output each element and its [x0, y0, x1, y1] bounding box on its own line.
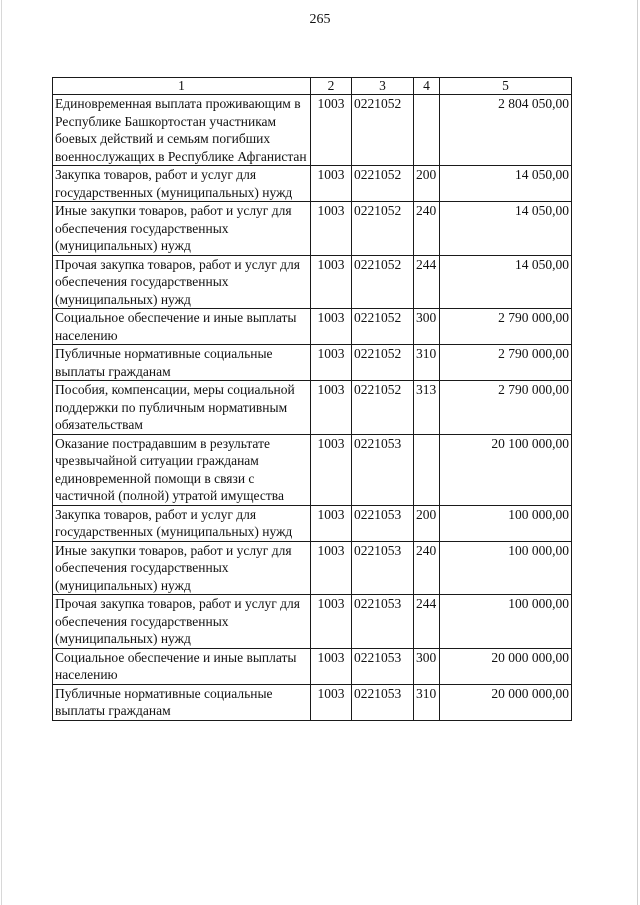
table-row: [53, 541, 572, 595]
row-target: 0221052: [352, 95, 414, 166]
row-expense: 200: [414, 505, 440, 541]
row-target: 0221052: [352, 309, 414, 345]
row-name: Публичные нормативные социальные выплаты гражданам: [53, 684, 311, 720]
row-target: 0221052: [352, 166, 414, 202]
row-amount: 14 050,00: [440, 255, 572, 309]
budget-table: [52, 77, 572, 721]
row-expense: 240: [414, 541, 440, 595]
row-target: 0221052: [352, 381, 414, 435]
row-amount: 20 000 000,00: [440, 648, 572, 684]
table-row: [53, 595, 572, 649]
row-amount: 100 000,00: [440, 541, 572, 595]
row-section: 1003: [311, 202, 352, 256]
table-row: [53, 166, 572, 202]
row-section: 1003: [311, 434, 352, 505]
row-amount: 2 804 050,00: [440, 95, 572, 166]
row-name: Оказание пострадавшим в результате чрезвычайной ситуации гражданам единовременной помощи в связи с частичной (полной) утратой имущества: [53, 434, 311, 505]
row-name: Пособия, компенсации, меры социальной поддержки по публичным нормативным обязательствам: [53, 381, 311, 435]
table-row: [53, 648, 572, 684]
row-name: Закупка товаров, работ и услуг для государственных (муниципальных) нужд: [53, 166, 311, 202]
row-name: Единовременная выплата проживающим в Республике Башкортостан участникам боевых действий и семьям погибших военнослужащих в Республике Афганистан: [53, 95, 311, 166]
table-row: [53, 381, 572, 435]
header-cell-target: 3: [352, 78, 414, 95]
row-name: Прочая закупка товаров, работ и услуг для обеспечения государственных (муниципальных) нужд: [53, 595, 311, 649]
row-amount: 100 000,00: [440, 595, 572, 649]
row-expense: 310: [414, 345, 440, 381]
row-expense: 300: [414, 309, 440, 345]
row-target: 0221052: [352, 202, 414, 256]
row-expense: 240: [414, 202, 440, 256]
row-amount: 14 050,00: [440, 166, 572, 202]
row-name: Закупка товаров, работ и услуг для государственных (муниципальных) нужд: [53, 505, 311, 541]
row-name: Публичные нормативные социальные выплаты гражданам: [53, 345, 311, 381]
row-section: 1003: [311, 166, 352, 202]
row-expense: 300: [414, 648, 440, 684]
row-section: 1003: [311, 309, 352, 345]
page-number: 265: [309, 12, 331, 27]
header-cell-expense: 4: [414, 78, 440, 95]
row-target: 0221053: [352, 434, 414, 505]
row-name: Иные закупки товаров, работ и услуг для обеспечения государственных (муниципальных) нужд: [53, 541, 311, 595]
row-section: 1003: [311, 95, 352, 166]
table-row: [53, 255, 572, 309]
row-section: 1003: [311, 255, 352, 309]
row-section: 1003: [311, 684, 352, 720]
row-target: 0221052: [352, 345, 414, 381]
row-target: 0221053: [352, 684, 414, 720]
row-section: 1003: [311, 345, 352, 381]
row-section: 1003: [311, 648, 352, 684]
row-amount: 2 790 000,00: [440, 345, 572, 381]
row-amount: 20 100 000,00: [440, 434, 572, 505]
row-section: 1003: [311, 381, 352, 435]
scan-left-edge: [1, 0, 2, 905]
table-row: [53, 345, 572, 381]
header-cell-name: 1: [53, 78, 311, 95]
row-amount: 100 000,00: [440, 505, 572, 541]
table-row: [53, 202, 572, 256]
table-row: [53, 505, 572, 541]
table-row: [53, 309, 572, 345]
row-target: 0221053: [352, 648, 414, 684]
row-amount: 14 050,00: [440, 202, 572, 256]
row-expense: 244: [414, 255, 440, 309]
row-amount: 2 790 000,00: [440, 309, 572, 345]
row-name: Социальное обеспечение и иные выплаты населению: [53, 309, 311, 345]
row-expense: [414, 434, 440, 505]
row-expense: 313: [414, 381, 440, 435]
row-expense: [414, 95, 440, 166]
row-name: Социальное обеспечение и иные выплаты населению: [53, 648, 311, 684]
header-row: [53, 78, 572, 95]
row-expense: 200: [414, 166, 440, 202]
table-row: [53, 434, 572, 505]
table-row: [53, 684, 572, 720]
row-target: 0221053: [352, 505, 414, 541]
row-target: 0221053: [352, 541, 414, 595]
row-name: Иные закупки товаров, работ и услуг для обеспечения государственных (муниципальных) нужд: [53, 202, 311, 256]
row-expense: 310: [414, 684, 440, 720]
row-amount: 20 000 000,00: [440, 684, 572, 720]
row-amount: 2 790 000,00: [440, 381, 572, 435]
header-cell-amount: 5: [440, 78, 572, 95]
row-target: 0221053: [352, 595, 414, 649]
row-section: 1003: [311, 541, 352, 595]
header-cell-section: 2: [311, 78, 352, 95]
row-name: Прочая закупка товаров, работ и услуг для обеспечения государственных (муниципальных) нужд: [53, 255, 311, 309]
scan-right-edge: [637, 0, 638, 905]
row-section: 1003: [311, 595, 352, 649]
table-row: [53, 95, 572, 166]
row-expense: 244: [414, 595, 440, 649]
row-section: 1003: [311, 505, 352, 541]
row-target: 0221052: [352, 255, 414, 309]
